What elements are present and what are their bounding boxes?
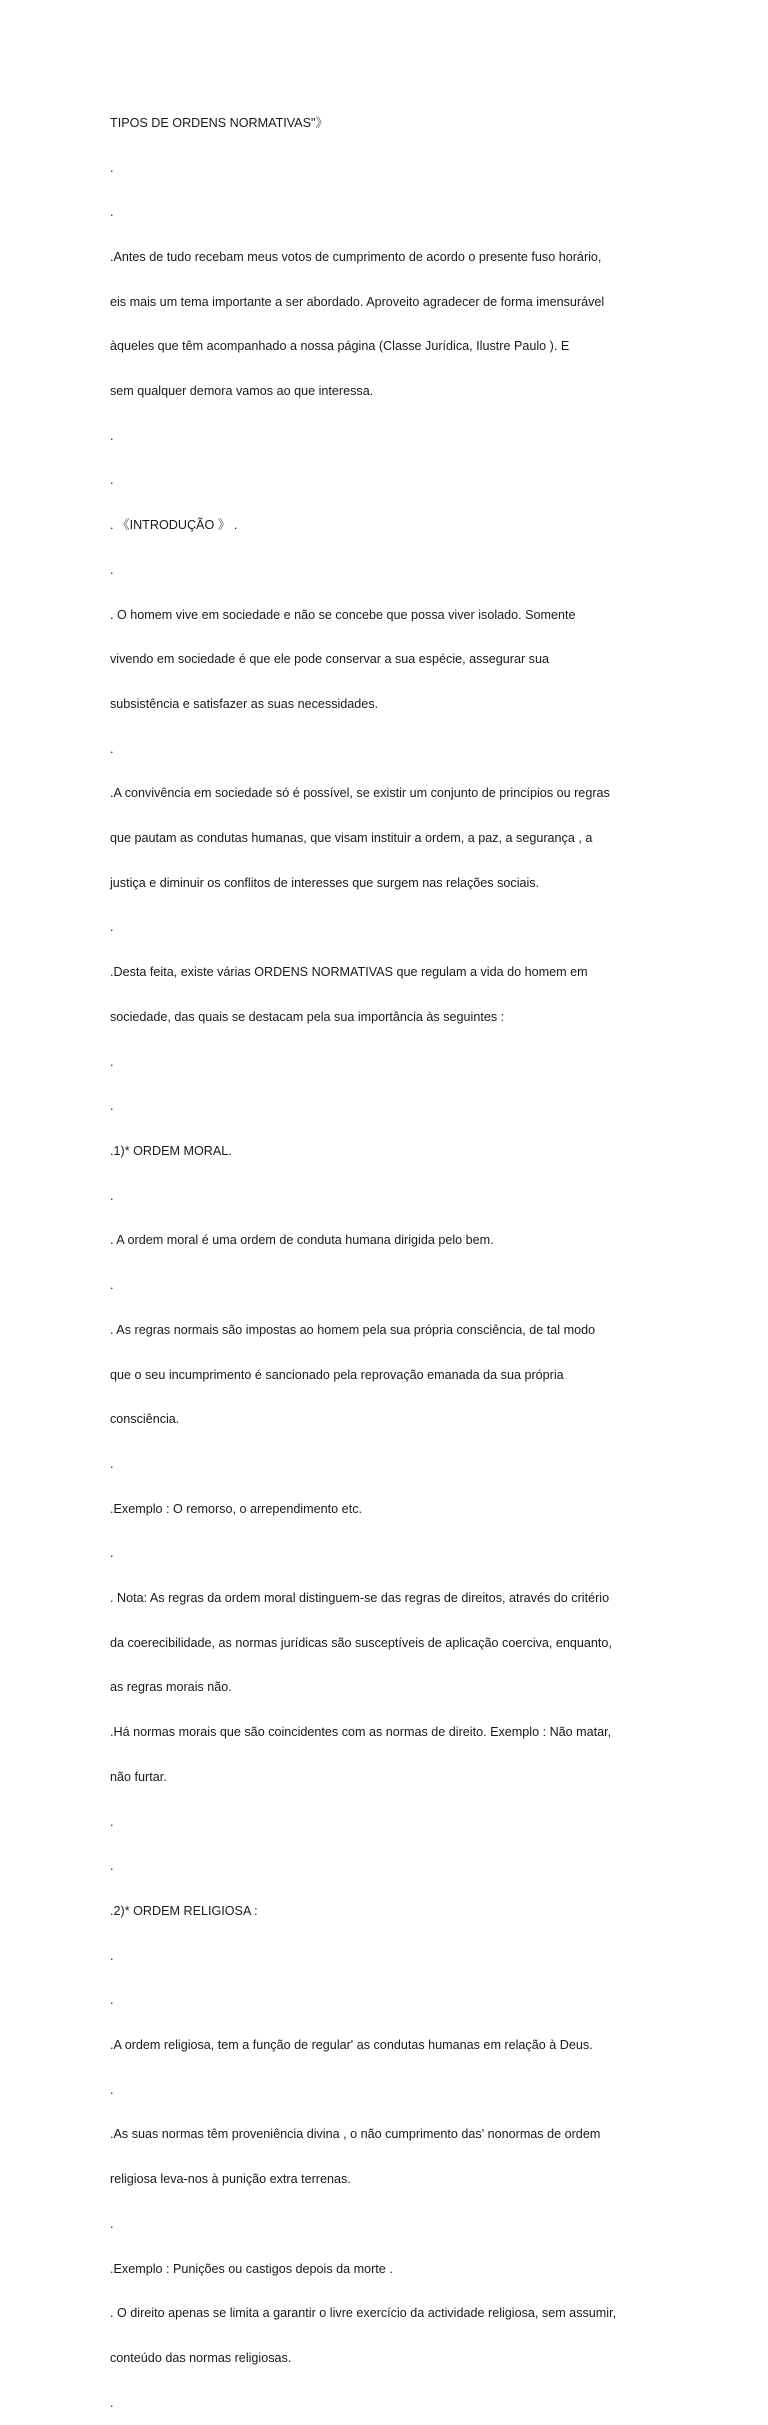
doc-line: da coerecibilidade, as normas jurídicas são susceptíveis de aplicação coerciva, enquanto,: [110, 1635, 612, 1650]
doc-line: àqueles que têm acompanhado a nossa página (Classe Jurídica, Ilustre Paulo ). E: [110, 339, 570, 354]
doc-line: que pautam as condutas humanas, que visam instituir a ordem, a paz, a segurança , a: [110, 831, 593, 846]
doc-line: sem qualquer demora vamos ao que interessa.: [110, 384, 374, 399]
doc-line: .: [110, 2216, 114, 2231]
doc-line: eis mais um tema importante a ser abordado. Aproveito agradecer de forma imensurável: [110, 294, 605, 309]
doc-line: .A ordem religiosa, tem a função de regular' as condutas humanas em relação à Deus.: [110, 2038, 593, 2053]
doc-line: .: [110, 741, 114, 756]
document-body: [110, 86, 670, 2425]
doc-line: . O homem vive em sociedade e não se concebe que possa viver isolado. Somente: [110, 607, 576, 622]
doc-line: que o seu incumprimento é sancionado pela reprovação emanada da sua própria: [110, 1367, 564, 1382]
doc-line: .: [110, 1456, 114, 1471]
doc-line: .: [110, 2082, 114, 2097]
doc-line: justiça e diminuir os conflitos de interesses que surgem nas relações sociais.: [110, 875, 540, 890]
doc-line: .: [110, 562, 114, 577]
doc-line: .: [110, 1948, 114, 1963]
doc-line: consciência.: [110, 1412, 180, 1427]
doc-line: .Exemplo : Punições ou castigos depois da morte .: [110, 2261, 393, 2276]
doc-line: .: [110, 160, 114, 175]
doc-line: .Desta feita, existe várias ORDENS NORMATIVAS que regulam a vida do homem em: [110, 965, 588, 980]
section-heading-ordem-religiosa: .2)* ORDEM RELIGIOSA :: [110, 1903, 258, 1918]
doc-line: .Exemplo : O remorso, o arrependimento etc.: [110, 1501, 362, 1516]
doc-line: .: [110, 1099, 114, 1114]
doc-line: subsistência e satisfazer as suas necessidades.: [110, 696, 379, 711]
doc-line: .: [110, 1188, 114, 1203]
section-heading-introducao: . 《INTRODUÇÃO 》 .: [110, 518, 238, 533]
doc-line: .: [110, 428, 114, 443]
doc-line: . A ordem moral é uma ordem de conduta humana dirigida pelo bem.: [110, 1233, 494, 1248]
doc-line: religiosa leva-nos à punição extra terrenas.: [110, 2172, 351, 2187]
doc-line: .: [110, 1859, 114, 1874]
doc-line: . As regras normais são impostas ao homem pela sua própria consciência, de tal modo: [110, 1322, 596, 1337]
doc-line: .Antes de tudo recebam meus votos de cumprimento de acordo o presente fuso horário,: [110, 249, 602, 264]
doc-line: .: [110, 2395, 114, 2410]
doc-line: .: [110, 1054, 114, 1069]
doc-line: .A convivência em sociedade só é possível, se existir um conjunto de princípios ou regras: [110, 786, 610, 801]
doc-line: . Nota: As regras da ordem moral distinguem-se das regras de direitos, através do critério: [110, 1591, 610, 1606]
doc-line: . O direito apenas se limita a garantir o livre exercício da actividade religiosa, sem assumir,: [110, 2306, 617, 2321]
doc-line: .As suas normas têm proveniência divina , o não cumprimento das' nonormas de ordem: [110, 2127, 601, 2142]
doc-line: conteúdo das normas religiosas.: [110, 2350, 292, 2365]
section-heading-ordem-moral: .1)* ORDEM MORAL.: [110, 1143, 232, 1158]
doc-line: vivendo em sociedade é que ele pode conservar a sua espécie, assegurar sua: [110, 652, 549, 667]
doc-line: .: [110, 205, 114, 220]
doc-line: .: [110, 1278, 114, 1293]
doc-line: .: [110, 1814, 114, 1829]
doc-line: .: [110, 473, 114, 488]
doc-line: as regras morais não.: [110, 1680, 232, 1695]
doc-line: .: [110, 920, 114, 935]
doc-line: .Há normas morais que são coincidentes com as normas de direito. Exemplo : Não matar,: [110, 1725, 612, 1740]
doc-line: .: [110, 1546, 114, 1561]
doc-line: .: [110, 1993, 114, 2008]
doc-line: não furtar.: [110, 1769, 167, 1784]
doc-title: TIPOS DE ORDENS NORMATIVAS"》: [110, 115, 329, 130]
doc-line: sociedade, das quais se destacam pela sua importância às seguintes :: [110, 1009, 505, 1024]
